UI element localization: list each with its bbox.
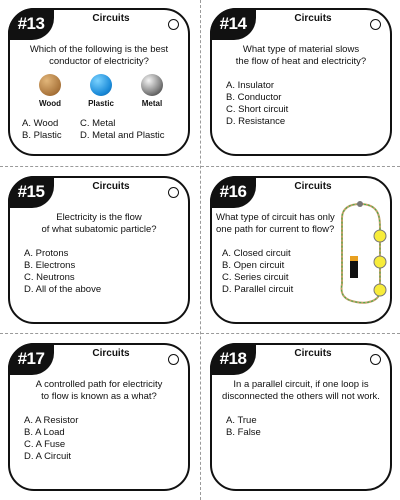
punch-hole-icon: [168, 354, 179, 365]
option: B. False: [226, 427, 261, 438]
card-title: Circuits: [92, 13, 130, 24]
question: Electricity is the flow of what subatomic particle?: [41, 212, 157, 235]
question: What type of circuit has only one path for current to flow?: [216, 212, 335, 235]
task-card-14: [210, 8, 392, 156]
wood-ball-icon: [39, 74, 61, 96]
option: C. A Fuse: [24, 439, 66, 450]
option: C. Series circuit: [222, 272, 289, 283]
material-metal: Metal: [134, 74, 170, 108]
material-plastic: Plastic: [83, 74, 119, 108]
card-title: Circuits: [92, 181, 130, 192]
answer-options: [226, 415, 261, 439]
series-circuit-icon: [336, 198, 388, 308]
answer-options: [222, 248, 293, 296]
answer-options: [24, 248, 101, 296]
card-title: Circuits: [294, 181, 332, 192]
question: Which of the following is the best conductor of electricity?: [29, 44, 169, 67]
option: B. Conductor: [226, 92, 282, 103]
option: D. Parallel circuit: [222, 284, 294, 295]
answer-options: [226, 80, 288, 128]
punch-hole-icon: [370, 19, 381, 30]
card-title: Circuits: [294, 348, 332, 359]
answer-options: [24, 415, 78, 463]
card-title: Circuits: [92, 348, 130, 359]
option: B. A Load: [24, 427, 65, 438]
task-card-15: [8, 176, 190, 324]
punch-hole-icon: [168, 19, 179, 30]
option: D. Metal and Plastic: [80, 130, 165, 141]
card-number: #14: [210, 8, 256, 40]
horizontal-cut-line: [0, 166, 400, 167]
option: D. A Circuit: [24, 451, 71, 462]
option: A. Closed circuit: [222, 248, 291, 259]
option: B. Open circuit: [222, 260, 285, 271]
option: C. Neutrons: [24, 272, 75, 283]
question: What type of material slows the flow of heat and electricity?: [235, 44, 367, 67]
option: A. Insulator: [226, 80, 275, 91]
task-card-17: [8, 343, 190, 491]
vertical-cut-line: [200, 0, 201, 500]
card-number: #18: [210, 343, 256, 375]
option: B. Electrons: [24, 260, 76, 271]
option: A. Protons: [24, 248, 69, 259]
option: B. Plastic: [22, 130, 62, 141]
material-wood: Wood: [32, 74, 68, 108]
punch-hole-icon: [168, 187, 179, 198]
option: C. Metal: [80, 118, 116, 129]
metal-ball-icon: [141, 74, 163, 96]
option: A. Wood: [22, 118, 59, 129]
question: In a parallel circuit, if one loop is disconnected the others will not work.: [222, 379, 380, 402]
card-number: #15: [8, 176, 54, 208]
punch-hole-icon: [370, 354, 381, 365]
option: A. True: [226, 415, 257, 426]
answer-options: [22, 118, 164, 142]
option: C. Short circuit: [226, 104, 289, 115]
card-title: Circuits: [294, 13, 332, 24]
card-number: #17: [8, 343, 54, 375]
horizontal-cut-line: [0, 333, 400, 334]
card-number: #16: [210, 176, 256, 208]
task-card-13: [8, 8, 190, 156]
task-card-16: [210, 176, 392, 324]
task-card-18: [210, 343, 392, 491]
option: D. Resistance: [226, 116, 286, 127]
plastic-ball-icon: [90, 74, 112, 96]
question: A controlled path for electricity to flow is known as a what?: [35, 379, 163, 402]
option: A. A Resistor: [24, 415, 79, 426]
option: D. All of the above: [24, 284, 102, 295]
card-number: #13: [8, 8, 54, 40]
